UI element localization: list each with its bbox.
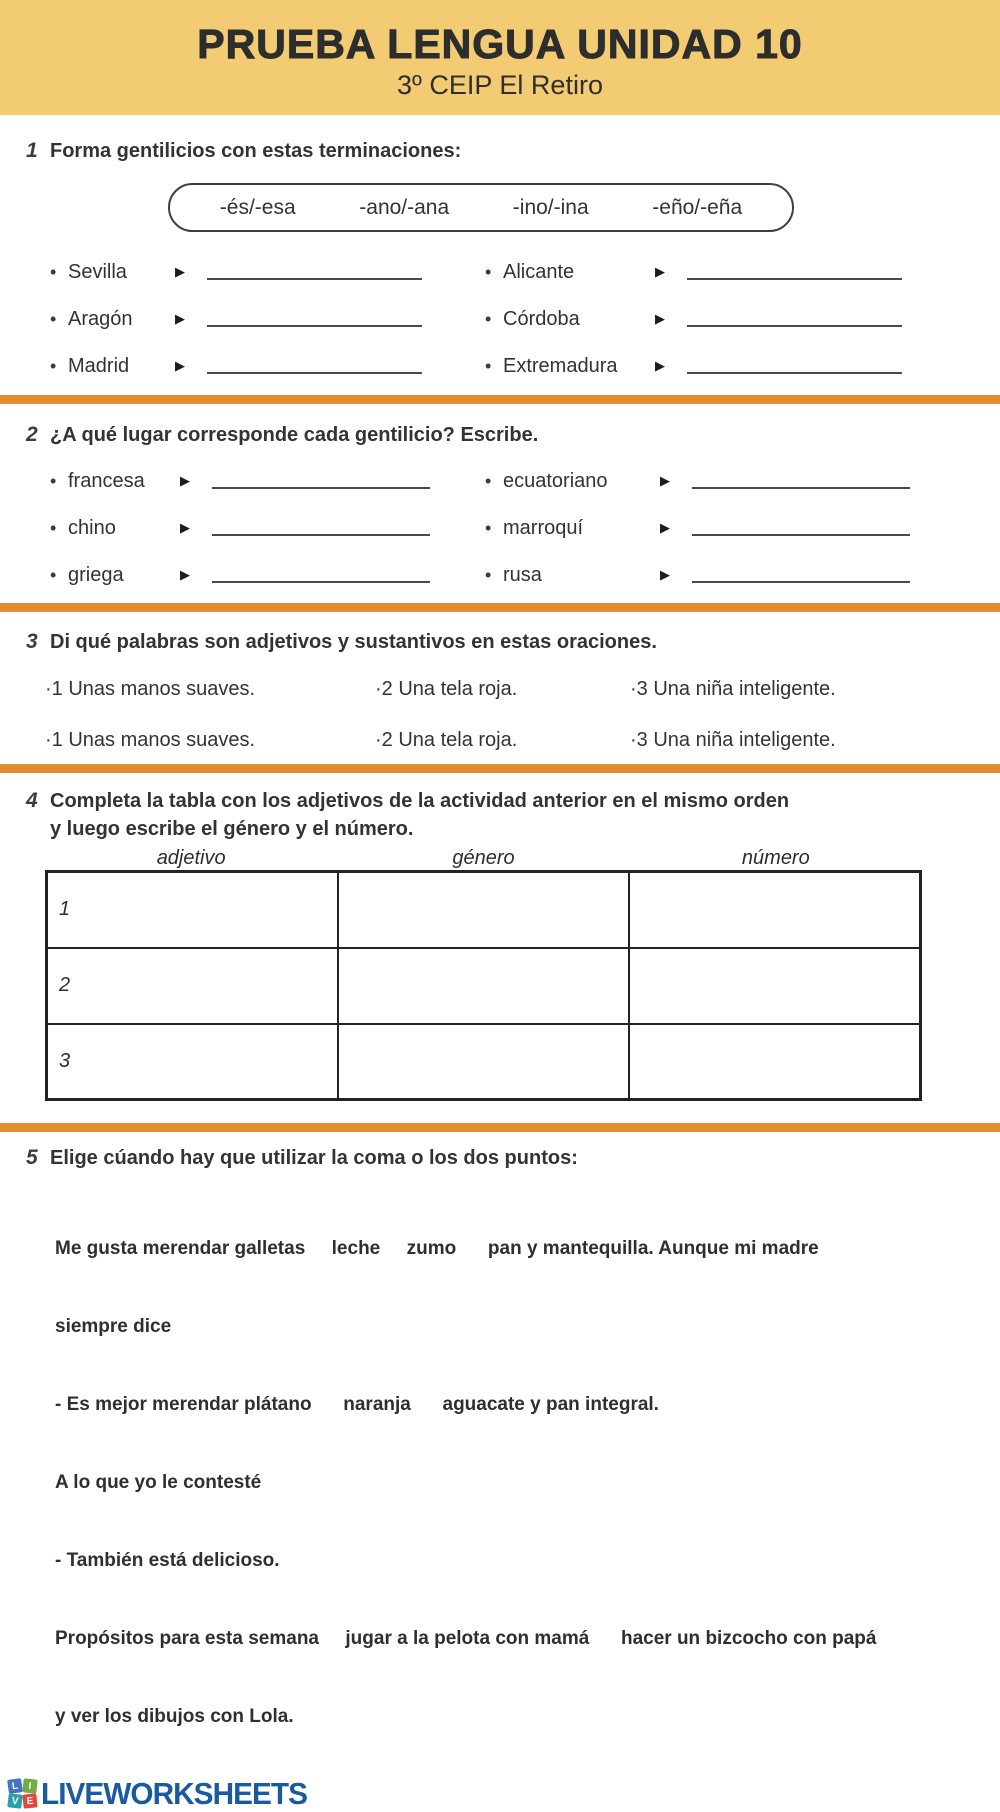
bullet-icon: • (485, 355, 492, 376)
place-label: Aragón (68, 307, 133, 330)
exercise-5-number: 5 (26, 1146, 38, 1169)
arrow-right-icon: ▶ (180, 473, 190, 488)
exercise-4-title-line1: Completa la tabla con los adjetivos de la actividad anterior en el mismo orden (50, 790, 790, 812)
section-divider (0, 764, 1000, 773)
text-line: - También está delicioso. (55, 1550, 280, 1571)
exercise-2-heading (26, 421, 1000, 449)
bullet-icon: • (485, 564, 492, 585)
list-item (485, 305, 950, 333)
exercise-5-heading (26, 1144, 1000, 1172)
exercise-1-number: 1 (26, 139, 38, 162)
exercise-4-heading (26, 787, 1000, 843)
column-header: adjetivo (156, 847, 226, 869)
exercise-2 (0, 421, 1000, 589)
endings-box (168, 183, 794, 232)
page-subtitle: 3º CEIP El Retiro (397, 69, 603, 100)
liveworksheets-logo-icon (8, 1779, 38, 1809)
exercise-5 (0, 1144, 1000, 1782)
text-line: siempre dice (55, 1316, 172, 1337)
exercise-2-items (50, 467, 1000, 589)
cell-genero[interactable] (338, 872, 629, 948)
place-label: Córdoba (503, 307, 580, 330)
answer-blank[interactable] (692, 473, 910, 489)
arrow-right-icon: ▶ (660, 520, 670, 535)
logo-block-e: E (22, 1793, 37, 1808)
arrow-right-icon: ▶ (175, 264, 185, 279)
ending-option: -és/-esa (219, 195, 296, 219)
exercise-4-title-line2: y luego escribe el género y el número. (50, 818, 414, 840)
list-item (485, 514, 950, 542)
table-row (47, 1024, 921, 1100)
list-item (50, 514, 435, 542)
text-line[interactable]: Propósitos para esta semana jugar a la pelota con mamá hacer un bizcocho con papá (55, 1628, 877, 1649)
answer-blank[interactable] (687, 358, 902, 374)
sentence-row (45, 729, 1000, 752)
exercise-3-number: 3 (26, 630, 38, 653)
adjective-table (45, 870, 922, 1101)
answer-blank[interactable] (692, 567, 910, 583)
liveworksheets-logo-text[interactable]: LIVEWORKSHEETS (41, 1776, 308, 1811)
gentilicio-label: ecuatoriano (503, 469, 608, 492)
answer-blank[interactable] (212, 473, 430, 489)
cell-numero[interactable] (629, 948, 920, 1024)
text-line[interactable]: - Es mejor merendar plátano naranja aguacate y pan integral. (55, 1394, 659, 1415)
gentilicio-label: francesa (68, 469, 145, 492)
exercise-4-title (50, 787, 789, 843)
text-line[interactable]: Me gusta merendar galletas leche zumo pan y mantequilla. Aunque mi madre (55, 1238, 819, 1259)
list-item (50, 561, 435, 589)
column-header: género (452, 847, 515, 869)
arrow-right-icon: ▶ (660, 473, 670, 488)
exercise-1 (0, 137, 1000, 380)
cell-genero[interactable] (338, 1024, 629, 1100)
bullet-icon: • (485, 470, 492, 491)
section-divider (0, 395, 1000, 404)
table-row (47, 872, 921, 948)
exercise-5-title: Elige cúando hay que utilizar la coma o los dos puntos: (50, 1147, 578, 1169)
answer-blank[interactable] (692, 520, 910, 536)
list-item (50, 352, 435, 380)
place-label: Sevilla (68, 260, 127, 283)
list-item (50, 305, 435, 333)
logo-block-v: V (7, 1793, 23, 1809)
sentence-row (45, 678, 1000, 701)
list-item (485, 258, 950, 286)
table-row (47, 948, 921, 1024)
list-item (50, 258, 435, 286)
arrow-right-icon: ▶ (175, 311, 185, 326)
gentilicio-label: griega (68, 563, 124, 586)
arrow-right-icon: ▶ (655, 264, 665, 279)
arrow-right-icon: ▶ (180, 567, 190, 582)
exercise-1-items (50, 258, 1000, 380)
answer-blank[interactable] (212, 567, 430, 583)
arrow-right-icon: ▶ (655, 358, 665, 373)
bullet-icon: • (50, 308, 57, 329)
logo-block-l: L (7, 1778, 23, 1794)
answer-blank[interactable] (207, 358, 422, 374)
arrow-right-icon: ▶ (655, 311, 665, 326)
place-label: Alicante (503, 260, 575, 283)
text-line: y ver los dibujos con Lola. (55, 1706, 294, 1727)
table-column-headers (45, 847, 922, 870)
page-title: PRUEBA LENGUA UNIDAD 10 (197, 20, 803, 67)
bullet-icon: • (485, 308, 492, 329)
exercise-3-title: Di qué palabras son adjetivos y sustantivos en estas oraciones. (50, 631, 657, 653)
exercise-2-title: ¿A qué lugar corresponde cada gentilicio? Escribe. (50, 424, 539, 446)
answer-blank[interactable] (212, 520, 430, 536)
bullet-icon: • (50, 355, 57, 376)
cell-genero[interactable] (338, 948, 629, 1024)
bullet-icon: • (485, 517, 492, 538)
cell-adjetivo[interactable]: 1 (47, 872, 338, 948)
place-label: Extremadura (503, 354, 618, 377)
text-line: A lo que yo le contesté (55, 1472, 262, 1493)
ending-option: -eño/-eña (652, 195, 743, 219)
section-divider (0, 1123, 1000, 1132)
sentence[interactable]: ·3 Una niña inteligente. (630, 678, 836, 700)
arrow-right-icon: ▶ (175, 358, 185, 373)
sentence[interactable]: ·2 Una tela roja. (375, 729, 518, 751)
exercise-1-heading (26, 137, 1000, 165)
arrow-right-icon: ▶ (660, 567, 670, 582)
cell-numero[interactable] (629, 1024, 920, 1100)
gentilicio-label: rusa (503, 563, 542, 586)
sentence[interactable]: ·1 Unas manos suaves. (45, 678, 256, 700)
section-divider (0, 603, 1000, 612)
gentilicio-label: chino (68, 516, 116, 539)
list-item (50, 467, 435, 495)
ending-option: -ino/-ina (512, 195, 589, 219)
exercise-4-number: 4 (26, 789, 38, 812)
exercise-2-number: 2 (26, 423, 38, 446)
answer-blank[interactable] (687, 311, 902, 327)
cell-adjetivo[interactable]: 2 (47, 948, 338, 1024)
sentence[interactable]: ·1 Unas manos suaves. (45, 729, 256, 751)
bullet-icon: • (50, 261, 57, 282)
bullet-icon: • (485, 261, 492, 282)
punctuation-text (55, 1184, 955, 1782)
answer-blank[interactable] (207, 264, 422, 280)
list-item (485, 561, 950, 589)
logo-block-i: I (22, 1778, 37, 1793)
list-item (485, 352, 950, 380)
cell-numero[interactable] (629, 872, 920, 948)
sentence[interactable]: ·2 Una tela roja. (375, 678, 518, 700)
ending-option: -ano/-ana (359, 195, 450, 219)
list-item (485, 467, 950, 495)
liveworksheets-footer (8, 1776, 1000, 1812)
bullet-icon: • (50, 470, 57, 491)
bullet-icon: • (50, 564, 57, 585)
arrow-right-icon: ▶ (180, 520, 190, 535)
answer-blank[interactable] (687, 264, 902, 280)
exercise-1-title: Forma gentilicios con estas terminaciones: (50, 140, 462, 162)
place-label: Madrid (68, 354, 130, 377)
bullet-icon: • (50, 517, 57, 538)
sentence[interactable]: ·3 Una niña inteligente. (630, 729, 836, 751)
answer-blank[interactable] (207, 311, 422, 327)
gentilicio-label: marroquí (503, 516, 584, 539)
exercise-4 (0, 787, 1000, 1101)
worksheet-header (0, 0, 1000, 115)
exercise-3 (0, 628, 1000, 752)
column-header: número (741, 847, 810, 869)
cell-adjetivo[interactable]: 3 (47, 1024, 338, 1100)
exercise-3-heading (26, 628, 1000, 656)
